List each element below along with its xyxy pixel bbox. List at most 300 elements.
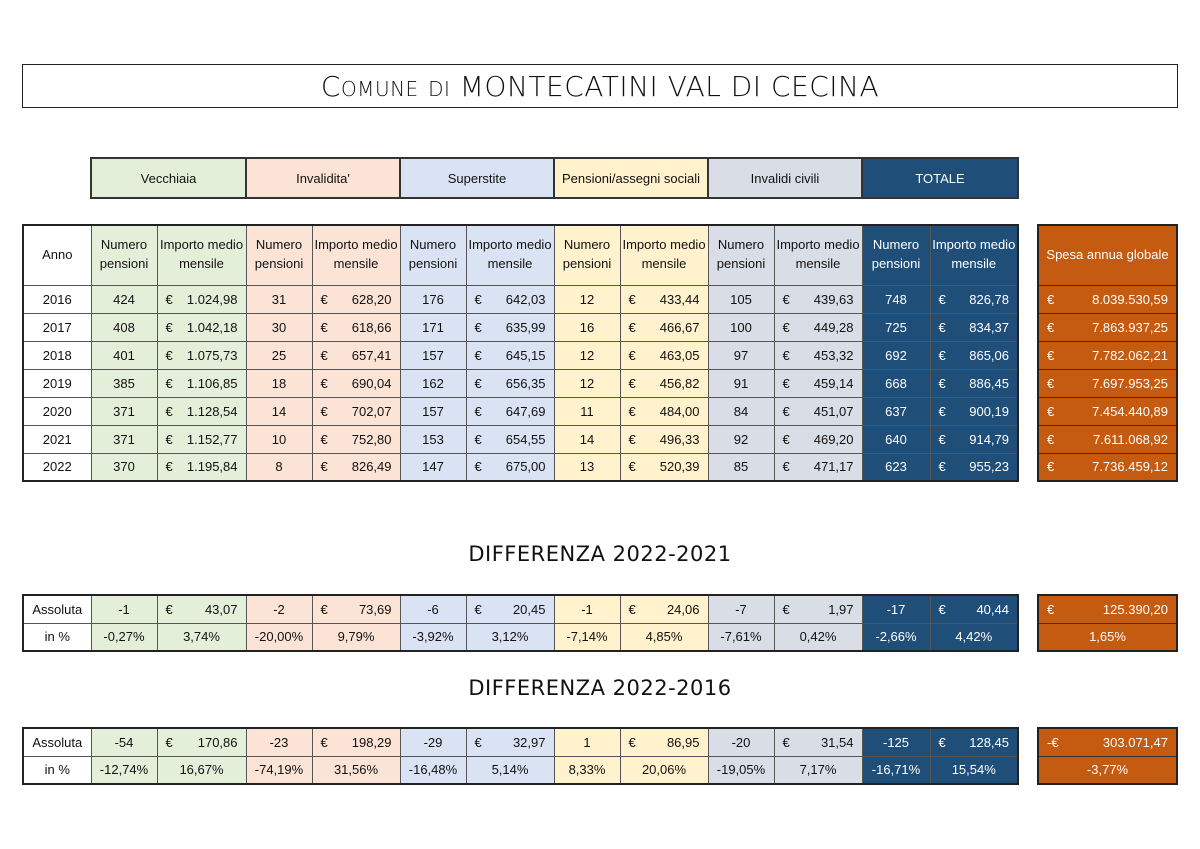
diff-pct-cell: -12,74% [91,756,157,784]
amount-cell [774,341,862,369]
count-cell: 97 [708,341,774,369]
currency-symbol: € [165,431,173,447]
amount-value: 40,44 [976,601,1009,617]
header-importo-medio: Importo medio mensile [774,225,862,285]
amount-value: 642,03 [505,291,546,307]
amount-value: 31,54 [820,734,854,750]
diff-pct-cell: 4,42% [930,623,1018,651]
spesa-row [1038,341,1177,369]
diff-count-cell: -1 [554,595,620,623]
diff-pct-cell: 7,17% [774,756,862,784]
count-cell: 12 [554,369,620,397]
diff-2021-spesa [1037,594,1178,652]
currency-symbol: € [165,601,173,617]
table-row [23,285,1018,313]
diff-amount-cell [930,595,1018,623]
diff-pct-label: in % [23,623,91,651]
year-cell: 2018 [23,341,91,369]
currency-symbol: € [320,375,328,391]
table-row [23,453,1018,481]
currency-symbol: € [782,459,790,475]
diff-spesa-pct-row [1038,756,1177,784]
amount-value: 1.106,85 [186,375,238,391]
amount-cell [774,425,862,453]
currency-symbol: € [628,319,636,335]
header-importo-medio: Importo medio mensile [930,225,1018,285]
amount-value: 7.454.440,89 [1092,403,1168,419]
currency-symbol: € [1047,375,1055,391]
spesa-header-row [1038,225,1177,285]
currency-symbol: € [938,431,946,447]
amount-value: 32,97 [512,734,546,750]
year-cell: 2022 [23,453,91,481]
header-numero-pensioni: Numero pensioni [708,225,774,285]
count-cell: 371 [91,397,157,425]
currency-symbol: € [320,291,328,307]
amount-value: 618,66 [351,319,392,335]
amount-cell [466,285,554,313]
currency-symbol: € [938,459,946,475]
amount-cell [466,313,554,341]
currency-symbol: € [1047,601,1055,617]
diff-pct-label: in % [23,756,91,784]
amount-cell [466,425,554,453]
page-title-text: Comune di MONTECATINI VAL DI CECINA [320,69,880,103]
currency-symbol: € [320,347,328,363]
amount-value: 7.697.953,25 [1092,375,1168,391]
amount-cell [620,369,708,397]
year-cell: 2016 [23,285,91,313]
currency-symbol: € [1047,319,1055,335]
currency-symbol: € [1047,347,1055,363]
currency-symbol: € [628,734,636,750]
count-cell: 12 [554,341,620,369]
spesa-cell [1038,313,1177,341]
diff-abs-row [23,728,1018,756]
diff-count-cell: -7 [708,595,774,623]
amount-cell [620,397,708,425]
amount-cell [466,397,554,425]
header-spesa-annua: Spesa annua globale [1038,225,1177,285]
page-title [22,64,1178,108]
year-cell: 2019 [23,369,91,397]
diff-pct-cell: -74,19% [246,756,312,784]
spesa-row [1038,397,1177,425]
amount-cell [157,453,246,481]
count-cell: 8 [246,453,312,481]
diff-spesa-pct: -3,77% [1038,756,1177,784]
currency-symbol: € [628,431,636,447]
diff-pct-cell: 16,67% [157,756,246,784]
currency-symbol: € [165,347,173,363]
amount-cell [157,313,246,341]
diff-abs-row [23,595,1018,623]
amount-value: 690,04 [351,375,392,391]
amount-cell [774,285,862,313]
category-vecchiaia: Vecchiaia [91,158,246,198]
count-cell: 157 [400,397,466,425]
diff-count-cell: -1 [91,595,157,623]
currency-symbol: € [938,291,946,307]
diff-pct-cell: 20,06% [620,756,708,784]
amount-cell [930,313,1018,341]
amount-value: 496,33 [659,431,700,447]
header-numero-pensioni: Numero pensioni [91,225,157,285]
amount-value: 657,41 [351,347,392,363]
diff-pct-cell: 4,85% [620,623,708,651]
diff-count-cell: -54 [91,728,157,756]
diff-count-cell: -17 [862,595,930,623]
diff-2016-heading: DIFFERENZA 2022-2016 [468,676,732,700]
diff-spesa-abs [1038,595,1177,623]
header-importo-medio: Importo medio mensile [312,225,400,285]
count-cell: 92 [708,425,774,453]
amount-value: 7.782.062,21 [1092,347,1168,363]
currency-symbol: € [628,459,636,475]
amount-value: 433,44 [659,291,700,307]
currency-symbol: € [474,431,482,447]
amount-cell [620,453,708,481]
count-cell: 157 [400,341,466,369]
count-cell: 13 [554,453,620,481]
amount-value: 43,07 [204,601,238,617]
amount-value: 702,07 [351,403,392,419]
header-numero-pensioni: Numero pensioni [246,225,312,285]
amount-cell [157,397,246,425]
diff-amount-cell [466,595,554,623]
amount-value: 469,20 [813,431,854,447]
diff-pct-cell: 15,54% [930,756,1018,784]
diff-spesa-abs [1038,728,1177,756]
amount-value: 886,45 [969,375,1009,391]
currency-symbol: € [628,375,636,391]
category-superstite: Superstite [400,158,554,198]
amount-cell [312,285,400,313]
currency-symbol: € [628,347,636,363]
amount-value: 1.152,77 [186,431,238,447]
amount-cell [620,285,708,313]
diff-2021-table [22,594,1019,652]
currency-symbol: € [320,431,328,447]
category-invalidi-civili: Invalidi civili [708,158,862,198]
currency-symbol: € [938,734,946,750]
diff-pct-cell: -20,00% [246,623,312,651]
amount-value: 466,67 [659,319,700,335]
spesa-cell [1038,425,1177,453]
diff-pct-cell: -7,14% [554,623,620,651]
count-cell: 16 [554,313,620,341]
count-cell: 91 [708,369,774,397]
amount-value: 656,35 [505,375,546,391]
amount-value: 451,07 [813,403,854,419]
diff-pct-cell: 0,42% [774,623,862,651]
amount-cell [620,313,708,341]
header-importo-medio: Importo medio mensile [157,225,246,285]
count-cell: 692 [862,341,930,369]
diff-amount-cell [312,595,400,623]
currency-symbol: € [474,403,482,419]
currency-symbol: € [165,403,173,419]
diff-spesa-pct: 1,65% [1038,623,1177,651]
currency-symbol: € [320,734,328,750]
diff-pct-cell: -0,27% [91,623,157,651]
currency-symbol: € [474,375,482,391]
spesa-cell [1038,397,1177,425]
header-numero-pensioni: Numero pensioni [400,225,466,285]
diff-count-cell: -20 [708,728,774,756]
count-cell: 147 [400,453,466,481]
count-cell: 637 [862,397,930,425]
amount-value: 459,14 [813,375,854,391]
amount-value: 303.071,47 [1102,734,1168,750]
year-cell: 2017 [23,313,91,341]
amount-cell [312,453,400,481]
spesa-table [1037,224,1178,482]
count-cell: 668 [862,369,930,397]
table-row [23,425,1018,453]
diff-spesa-abs-row [1038,595,1177,623]
amount-value: 635,99 [505,319,546,335]
amount-value: 24,06 [666,601,700,617]
count-cell: 14 [554,425,620,453]
currency-symbol: € [782,347,790,363]
header-numero-pensioni: Numero pensioni [554,225,620,285]
currency-symbol: € [938,319,946,335]
amount-value: 826,49 [351,459,392,475]
table-row [23,313,1018,341]
amount-cell [930,285,1018,313]
amount-cell [312,425,400,453]
count-cell: 640 [862,425,930,453]
diff-amount-cell [157,595,246,623]
header-anno: Anno [23,225,91,285]
amount-cell [930,453,1018,481]
amount-value: 834,37 [969,319,1009,335]
diff-abs-label: Assoluta [23,728,91,756]
amount-value: 7.611.068,92 [1093,431,1168,447]
amount-value: 647,69 [505,403,546,419]
currency-symbol: € [320,403,328,419]
amount-cell [466,369,554,397]
amount-value: 86,95 [666,734,700,750]
diff-pct-cell: -2,66% [862,623,930,651]
count-cell: 171 [400,313,466,341]
currency-symbol: € [474,291,482,307]
table-row [23,341,1018,369]
spesa-row [1038,453,1177,481]
count-cell: 623 [862,453,930,481]
amount-value: 520,39 [659,459,700,475]
header-importo-medio: Importo medio mensile [620,225,708,285]
amount-value: 865,06 [969,347,1009,363]
currency-symbol: € [320,459,328,475]
currency-symbol: € [165,459,173,475]
currency-symbol: € [474,734,482,750]
diff-pct-row [23,756,1018,784]
count-cell: 14 [246,397,312,425]
category-pensioni-sociali: Pensioni/assegni sociali [554,158,708,198]
diff-pct-cell: -19,05% [708,756,774,784]
count-cell: 725 [862,313,930,341]
amount-cell [312,397,400,425]
category-totale: TOTALE [862,158,1018,198]
count-cell: 25 [246,341,312,369]
count-cell: 100 [708,313,774,341]
currency-symbol: € [782,734,790,750]
currency-symbol: € [474,601,482,617]
currency-symbol: € [782,319,790,335]
diff-spesa-abs-row [1038,728,1177,756]
spesa-cell [1038,369,1177,397]
amount-value: 198,29 [351,734,392,750]
amount-value: 20,45 [512,601,546,617]
amount-value: 8.039.530,59 [1092,291,1168,307]
diff-pct-cell: 9,79% [312,623,400,651]
currency-symbol: € [165,375,173,391]
amount-value: 170,86 [197,734,238,750]
category-header [90,157,1019,199]
amount-cell [157,341,246,369]
currency-symbol: € [474,319,482,335]
amount-value: 1.042,18 [186,319,238,335]
currency-symbol: € [1047,459,1055,475]
diff-count-cell: 1 [554,728,620,756]
amount-cell [930,369,1018,397]
amount-cell [620,341,708,369]
count-cell: 85 [708,453,774,481]
amount-value: 628,20 [351,291,392,307]
amount-cell [774,453,862,481]
diff-amount-cell [620,728,708,756]
count-cell: 84 [708,397,774,425]
diff-pct-cell: 3,74% [157,623,246,651]
amount-value: 463,05 [659,347,700,363]
diff-pct-cell: 31,56% [312,756,400,784]
year-cell: 2021 [23,425,91,453]
currency-symbol: € [1047,403,1055,419]
amount-value: 1.024,98 [186,291,238,307]
amount-cell [157,285,246,313]
amount-value: 1.195,84 [186,459,238,475]
currency-symbol: € [628,291,636,307]
year-cell: 2020 [23,397,91,425]
amount-cell [774,397,862,425]
amount-value: 439,63 [813,291,854,307]
amount-value: 1.075,73 [186,347,238,363]
diff-count-cell: -2 [246,595,312,623]
count-cell: 424 [91,285,157,313]
currency-symbol: € [474,347,482,363]
count-cell: 401 [91,341,157,369]
count-cell: 153 [400,425,466,453]
spesa-cell [1038,341,1177,369]
diff-pct-cell: -7,61% [708,623,774,651]
diff-pct-cell: 8,33% [554,756,620,784]
diff-spesa-pct-row [1038,623,1177,651]
diff-pct-cell: 3,12% [466,623,554,651]
currency-symbol: € [782,431,790,447]
amount-cell [774,369,862,397]
spesa-cell [1038,285,1177,313]
category-invalidita: Invalidita' [246,158,400,198]
diff-pct-cell: -16,71% [862,756,930,784]
amount-cell [466,453,554,481]
currency-symbol: € [782,403,790,419]
currency-symbol: € [938,375,946,391]
amount-value: 914,79 [969,431,1009,447]
diff-count-cell: -23 [246,728,312,756]
currency-symbol: € [165,319,173,335]
diff-abs-label: Assoluta [23,595,91,623]
diff-amount-cell [466,728,554,756]
count-cell: 748 [862,285,930,313]
diff-pct-cell: -16,48% [400,756,466,784]
currency-symbol: € [938,347,946,363]
currency-symbol: € [1047,431,1055,447]
amount-cell [930,397,1018,425]
currency-symbol: € [320,601,328,617]
amount-cell [466,341,554,369]
count-cell: 12 [554,285,620,313]
count-cell: 385 [91,369,157,397]
diff-pct-row [23,623,1018,651]
diff-pct-cell: -3,92% [400,623,466,651]
count-cell: 371 [91,425,157,453]
diff-amount-cell [157,728,246,756]
header-numero-pensioni: Numero pensioni [862,225,930,285]
amount-value: 955,23 [969,459,1009,475]
diff-amount-cell [620,595,708,623]
count-cell: 105 [708,285,774,313]
amount-value: 453,32 [813,347,854,363]
amount-value: 7.736.459,12 [1092,459,1168,475]
count-cell: 31 [246,285,312,313]
amount-value: 826,78 [969,291,1009,307]
count-cell: 408 [91,313,157,341]
diff-count-cell: -29 [400,728,466,756]
amount-value: 752,80 [351,431,392,447]
amount-value: 645,15 [505,347,546,363]
amount-value: 1.128,54 [186,403,238,419]
amount-value: 654,55 [505,431,546,447]
amount-value: 484,00 [659,403,700,419]
currency-symbol: € [782,291,790,307]
diff-count-cell: -125 [862,728,930,756]
count-cell: 30 [246,313,312,341]
amount-cell [930,425,1018,453]
spesa-cell [1038,453,1177,481]
currency-symbol: € [474,459,482,475]
spesa-row [1038,285,1177,313]
header-importo-medio: Importo medio mensile [466,225,554,285]
diff-pct-cell: 5,14% [466,756,554,784]
amount-cell [312,341,400,369]
amount-value: 7.863.937,25 [1092,319,1168,335]
spesa-row [1038,369,1177,397]
currency-symbol: € [165,291,173,307]
currency-symbol: € [320,319,328,335]
amount-value: 900,19 [969,403,1009,419]
amount-value: 125.390,20 [1102,601,1168,617]
amount-value: 128,45 [969,734,1009,750]
count-cell: 11 [554,397,620,425]
diff-count-cell: -6 [400,595,466,623]
amount-cell [930,341,1018,369]
diff-amount-cell [312,728,400,756]
count-cell: 370 [91,453,157,481]
currency-symbol: € [628,403,636,419]
spesa-row [1038,425,1177,453]
